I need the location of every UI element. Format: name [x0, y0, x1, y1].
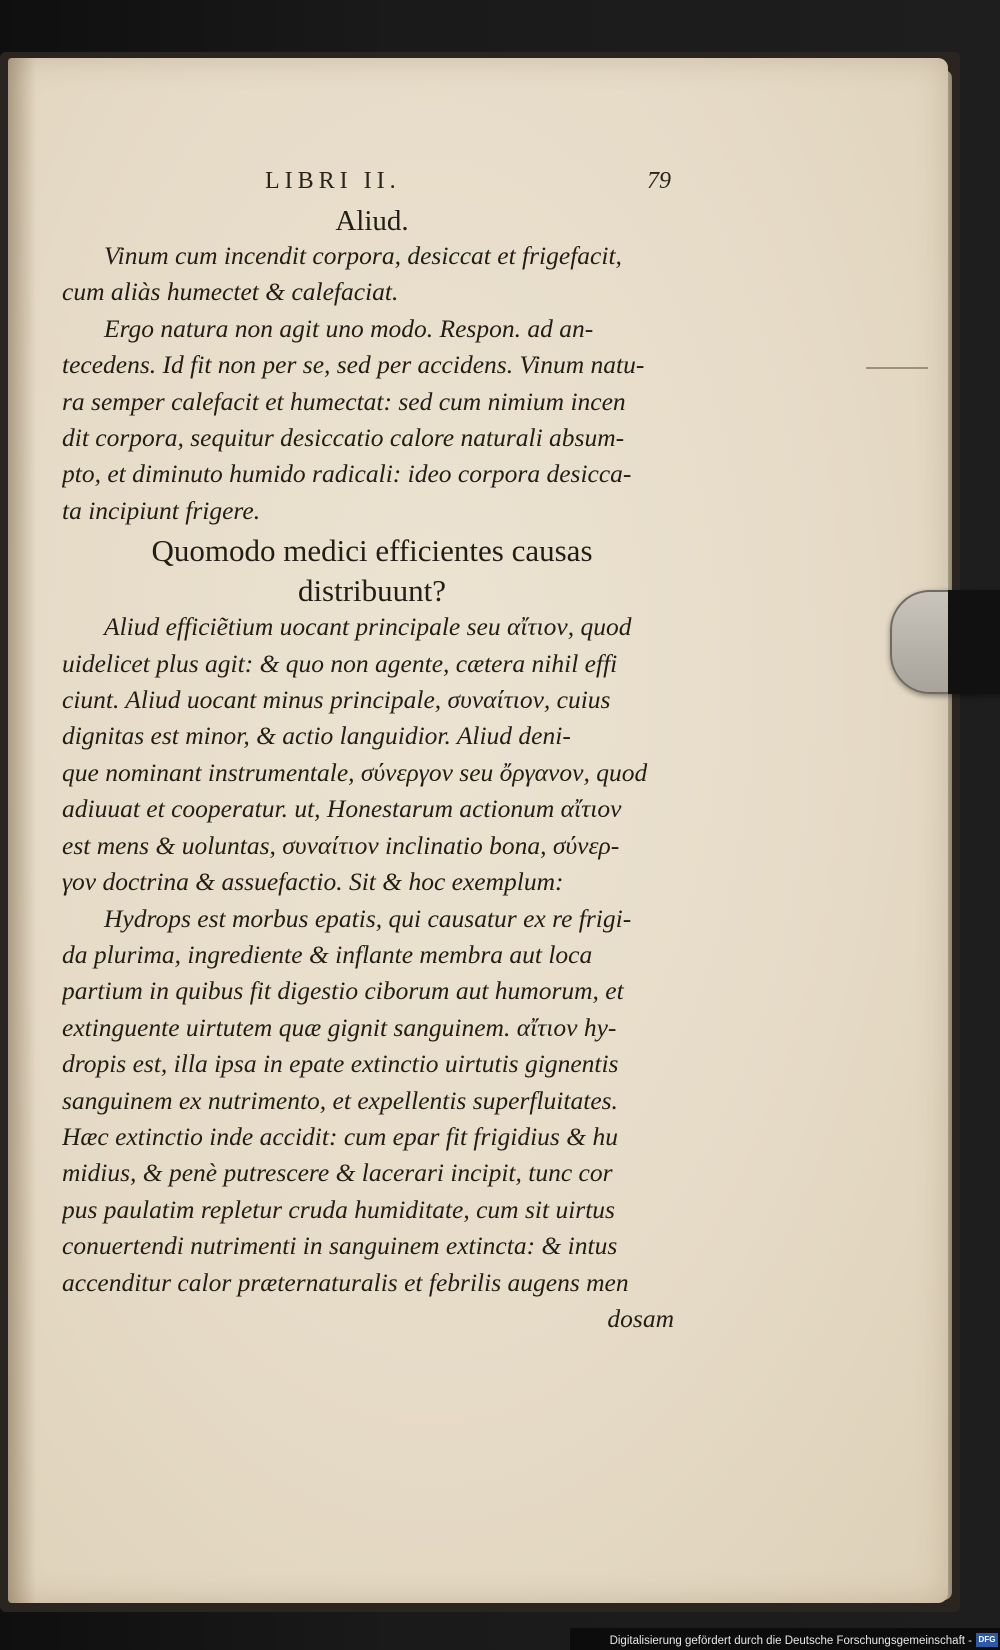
book-gutter [8, 58, 36, 1603]
text-line: Vinum cum incendit corpora, desiccat et frigefacit, [104, 241, 622, 270]
text-line: cum aliàs humectet & calefaciat. [62, 277, 399, 307]
text-line: Hæc extinctio inde accidit: cum epar fit frigidius & hu [62, 1121, 618, 1151]
section-title: distribuunt? [297, 573, 447, 609]
margin-mark [866, 367, 928, 369]
text-line: ra semper calefacit et humectat: sed cum nimium incen [62, 386, 626, 416]
text-line: Hydrops est morbus epatis, qui causatur ex re frigi- [104, 903, 632, 933]
text-line: adiuuat et cooperatur. ut, Honestarum actionum αἴτιον [62, 794, 622, 824]
paragraph [62, 311, 682, 529]
text-line: est mens & uoluntas, συναίτιον inclinatio bona, σύνερ- [62, 830, 620, 860]
text-line: conuertendi nutrimenti in sanguinem extincta: & intus [62, 1231, 618, 1261]
paragraph [62, 609, 682, 900]
text-line: midius, & penè putrescere & lacerari incipit, tunc cor [62, 1158, 613, 1188]
text-line: accenditur calor præternaturalis et febrilis augens men [62, 1267, 629, 1297]
text-line: dropis est, illa ipsa in epate extinctio uirtutis gignentis [62, 1049, 619, 1079]
body-text [62, 204, 682, 1337]
text-line: uidelicet plus agit: & quo non agente, cætera nihil effi [62, 648, 618, 678]
dfg-logo-icon: DFG [976, 1633, 998, 1647]
text-line: γον doctrina & assuefactio. Sit & hoc exemplum: [62, 867, 564, 897]
text-line: dignitas est minor, & actio languidior. Aliud deni- [62, 721, 571, 751]
footer-bar [570, 1628, 1000, 1650]
footer-credit: Digitalisierung gefördert durch die Deutsche Forschungsgemeinschaft - [609, 1635, 972, 1647]
text-line: sanguinem ex nutrimento, et expellentis superfluitates. [62, 1085, 618, 1115]
text-line: pto, et diminuto humido radicali: ideo corpora desicca- [62, 459, 632, 489]
paragraph [62, 901, 682, 1301]
page-header [265, 168, 685, 198]
text-line: ta incipiunt frigere. [62, 495, 261, 525]
text-line: ciunt. Aliud uocant minus principale, συναίτιον, cuius [62, 685, 611, 715]
catchword: dosam [607, 1303, 674, 1333]
text-line: tecedens. Id fit non per se, sed per accidens. Vinum natu- [62, 350, 645, 380]
text-line: extinguente uirtutem quæ gignit sanguinem. αἴτιον hy- [62, 1012, 617, 1042]
text-line: que nominant instrumentale, σύνεργον seu ὄργανον, quod [62, 757, 648, 787]
paragraph [62, 238, 682, 311]
text-line: da plurima, ingrediente & inflante membra aut loca [62, 939, 593, 969]
text-line: Ergo natura non agit uno modo. Respon. ad an- [104, 313, 594, 343]
folio-number: 79 [647, 168, 671, 194]
scanner-edge [948, 590, 1000, 694]
text-line: Aliud efficiẽtium uocant principale seu αἴτιον, quod [104, 612, 632, 642]
section-title: Quomodo medici efficientes causas [151, 533, 593, 569]
text-line: partium in quibus fit digestio ciborum aut humorum, et [62, 976, 624, 1006]
text-line: dit corpora, sequitur desiccatio calore naturali absum- [62, 423, 625, 453]
text-line: pus paulatim repletur cruda humiditate, cum sit uirtus [62, 1194, 615, 1224]
running-head: LIBRI II. [265, 168, 401, 194]
section-title: Aliud. [335, 205, 409, 237]
